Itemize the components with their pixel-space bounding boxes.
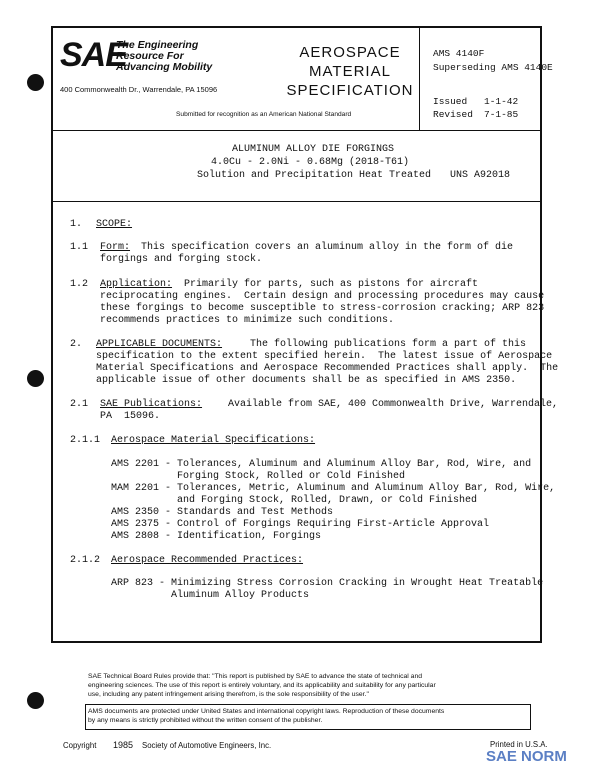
section-1-1-heading: Form: <box>100 242 131 253</box>
section-2-1-number: 2.1 <box>70 399 89 410</box>
copyright-notice-line-1: AMS documents are protected under United States and international copyright laws. Reproduction of these documents <box>88 708 445 715</box>
reference-ams-line: AMS 2808 - Identification, Forgings <box>111 531 322 542</box>
section-1-2-number: 1.2 <box>70 279 89 290</box>
technical-rules-line-1: SAE Technical Board Rules provide that: "This report is published by SAE to advance the state of technical and <box>88 673 423 680</box>
sae-address: 400 Commonwealth Dr., Warrendale, PA 15096 <box>60 85 218 94</box>
reference-ams-line: Forging Stock, Rolled or Cold Finished <box>111 471 406 482</box>
copyright-owner: Society of Automotive Engineers, Inc. <box>142 741 272 750</box>
section-1-title: SCOPE: <box>96 219 133 230</box>
section-1-1-line-2: forgings and forging stock. <box>100 254 263 265</box>
section-2-1-1-number: 2.1.1 <box>70 435 101 446</box>
reference-ams-line: AMS 2350 - Standards and Test Methods <box>111 507 334 518</box>
sae-logo: SAE <box>60 36 127 74</box>
reference-ams-line: AMS 2375 - Control of Forgings Requiring First-Article Approval <box>111 519 490 530</box>
subject-divider <box>51 201 542 202</box>
section-1-2-line-2: reciprocating engines. Certain design and processing procedures may cause <box>100 291 545 302</box>
revised-label: Revised <box>433 109 473 120</box>
reference-ams-line: MAM 2201 - Tolerances, Metric, Aluminum and Aluminum Alloy Bar, Rod, Wire, <box>111 483 556 494</box>
section-2-1-line-1: Available from SAE, 400 Commonwealth Drive, Warrendale, <box>228 399 559 410</box>
tagline-line-1: The Engineering <box>116 39 199 51</box>
section-2-1-line-2: PA 15096. <box>100 411 161 422</box>
document-number: AMS 4140F <box>433 48 485 59</box>
technical-rules-line-3: use, including any patent infringement arising therefrom, is the sole responsibility of the user." <box>88 691 369 698</box>
section-2-line-3: Material Specifications and Aerospace Recommended Practices shall apply. The <box>96 363 559 374</box>
subject-line-3: Solution and Precipitation Heat Treated <box>197 170 432 181</box>
copyright-notice-line-2: by any means is strictly prohibited without the written consent of the publisher. <box>88 717 323 724</box>
title-line-3: SPECIFICATION <box>286 82 414 99</box>
punch-hole-middle <box>27 370 44 387</box>
copyright-year: 1985 <box>113 740 134 750</box>
reference-ams-line: AMS 2201 - Tolerances, Aluminum and Aluminum Alloy Bar, Rod, Wire, and <box>111 459 532 470</box>
section-2-1-2-number: 2.1.2 <box>70 555 101 566</box>
header-divider <box>51 130 542 131</box>
reference-arp-line: Aluminum Alloy Products <box>111 590 310 601</box>
section-2-line-4: applicable issue of other documents shall be as specified in AMS 2350. <box>96 375 517 386</box>
section-1-1-line-1: This specification covers an aluminum alloy in the form of die <box>141 242 514 253</box>
reference-arp-line: ARP 823 - Minimizing Stress Corrosion Cracking in Wrought Heat Treatable <box>111 578 544 589</box>
section-1-2-line-3: these forgings to become susceptible to stress-corrosion cracking; ARP 823 <box>100 303 545 314</box>
recognition-note: Submitted for recognition as an American National Standard <box>176 111 352 118</box>
uns-number: UNS A92018 <box>450 170 511 181</box>
section-2-number: 2. <box>70 339 83 350</box>
copyright-label: Copyright <box>63 741 97 750</box>
section-1-2-line-1: Primarily for parts, such as pistons for aircraft <box>184 279 479 290</box>
issued-label: Issued <box>433 96 468 107</box>
section-2-1-1-heading: Aerospace Material Specifications: <box>111 435 316 446</box>
printed-in: Printed in U.S.A. <box>490 740 548 749</box>
reference-ams-line: and Forging Stock, Rolled, Drawn, or Cold Finished <box>111 495 478 506</box>
subject-line-1: ALUMINUM ALLOY DIE FORGINGS <box>232 144 395 155</box>
watermark: SAE NORM <box>486 748 567 765</box>
title-line-2: MATERIAL <box>309 63 391 80</box>
section-2-heading: APPLICABLE DOCUMENTS: <box>96 339 223 350</box>
section-2-1-heading: SAE Publications: <box>100 399 203 410</box>
section-1-2-line-4: recommends practices to minimize such conditions. <box>100 315 395 326</box>
section-1-1-number: 1.1 <box>70 242 89 253</box>
technical-rules-line-2: engineering sciences. The use of this report is entirely voluntary, and its applicability and suitability for any particular <box>88 682 436 689</box>
section-1-2-heading: Application: <box>100 279 173 290</box>
section-2-1-2-heading: Aerospace Recommended Practices: <box>111 555 304 566</box>
punch-hole-top <box>27 74 44 91</box>
tagline-line-2: Resource For <box>116 50 184 62</box>
revised-date: 7-1-85 <box>484 109 519 120</box>
section-2-line-2: specification to the extent specified herein. The latest issue of Aerospace <box>96 351 553 362</box>
section-1-number: 1. <box>70 219 83 230</box>
punch-hole-bottom <box>27 692 44 709</box>
title-line-1: AEROSPACE <box>299 44 401 61</box>
supersedes: Superseding AMS 4140E <box>433 62 553 73</box>
subject-line-2: 4.0Cu - 2.0Ni - 0.68Mg (2018-T61) <box>211 157 410 168</box>
section-2-line-1: The following publications form a part of this <box>250 339 527 350</box>
tagline-line-3: Advancing Mobility <box>116 61 213 73</box>
issued-date: 1-1-42 <box>484 96 519 107</box>
